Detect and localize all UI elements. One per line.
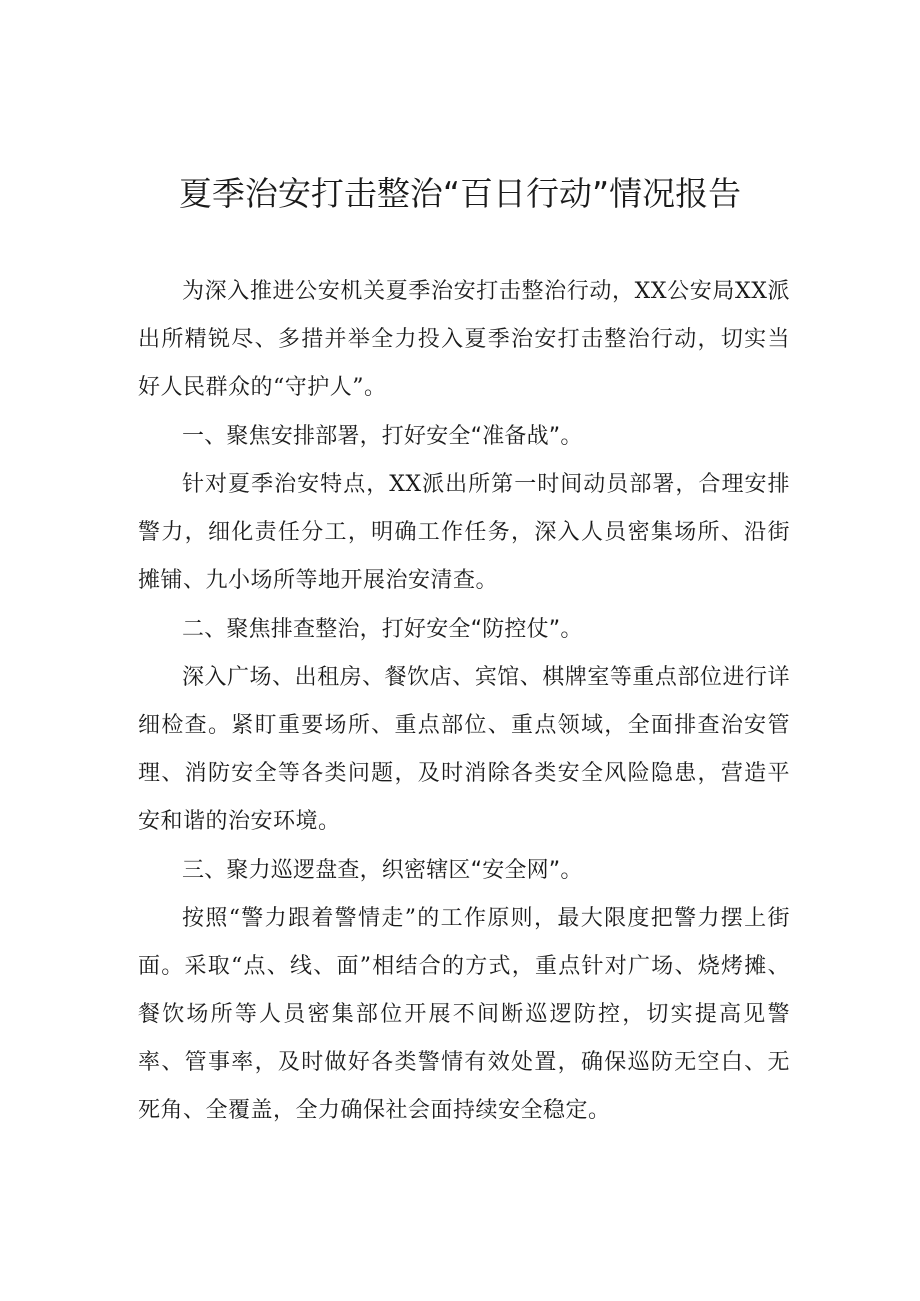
document-title: 夏季治安打击整治“百日行动”情况报告 <box>178 174 742 213</box>
section-heading-3: 三、聚力巡逻盘查，织密辖区“安全网”。 <box>182 858 583 883</box>
section-heading-2: 二、聚焦排查整治，打好安全“防控仗”。 <box>182 617 583 642</box>
section-body-1: 针对夏季治安特点，XX派出所第一时间动员部署，合理安排警力，细化责任分工，明确工作任务，深入人员密集场所、沿街摊铺、九小场所等地开展治安清查。 <box>138 472 790 593</box>
section-body-2: 深入广场、出租房、餐饮店、宾馆、棋牌室等重点部位进行详细检查。紧盯重要场所、重点部位、重点领域，全面排查治安管理、消防安全等各类问题，及时消除各类安全风险隐患，营造平安和谐的治安环境。 <box>138 665 790 834</box>
section-body-3: 按照“警力跟着警情走”的工作原则，最大限度把警力摆上街面。采取“点、线、面”相结合的方式，重点针对广场、烧烤摊、餐饮场所等人员密集部位开展不间断巡逻防控，切实提高见警率、管事率，及时做好各类警情有效处置，确保巡防无空白、无死角、全覆盖，全力确保社会面持续安全稳定。 <box>138 906 790 1123</box>
intro-paragraph: 为深入推进公安机关夏季治安打击整治行动，XX公安局XX派出所精锐尽、多措并举全力投入夏季治安打击整治行动，切实当好人民群众的“守护人”。 <box>138 279 790 400</box>
section-heading-1: 一、聚焦安排部署，打好安全“准备战”。 <box>182 424 583 449</box>
